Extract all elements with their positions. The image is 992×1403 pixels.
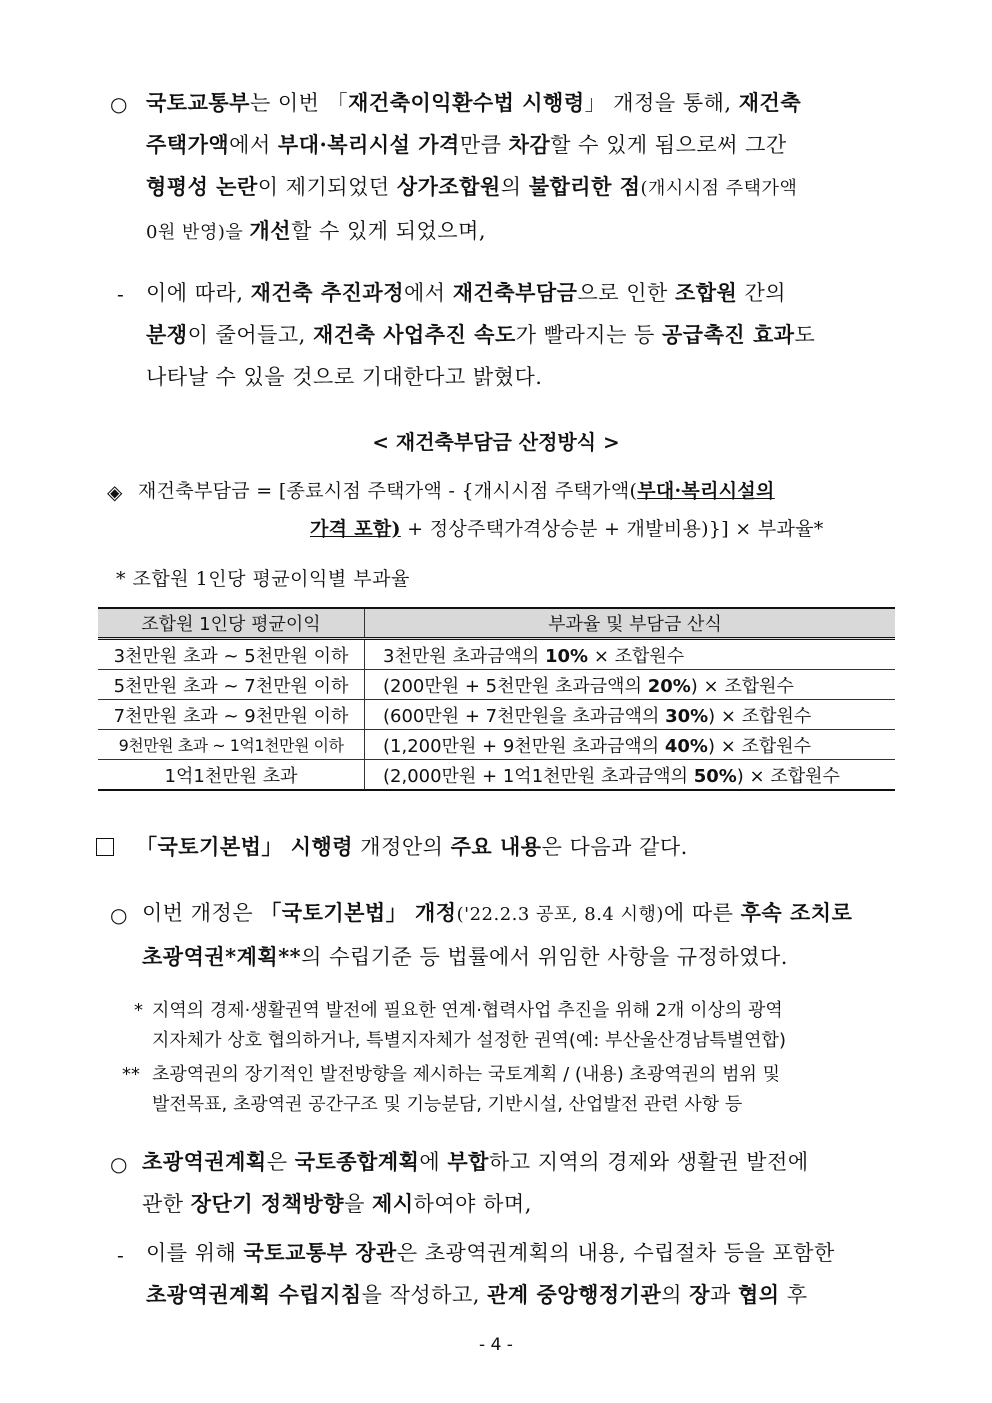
page-number: - 4 - [479, 1335, 513, 1355]
paragraph-rebuild-amendment [146, 82, 898, 254]
table-row [98, 639, 895, 670]
rate-table [98, 607, 895, 791]
diamond-bullet-icon: ◈ [107, 480, 123, 504]
dash-bullet: - [117, 1243, 124, 1267]
paragraph-amendment-purpose [142, 892, 898, 978]
table-row [98, 670, 895, 700]
line: 국토교통부는 이번 「재건축이익환수법 시행령」 개정을 통해, 재건축 [146, 90, 802, 115]
cell-range: 3천만원 초과 ~ 5천만원 이하 [98, 639, 365, 670]
footnote-mark: ** [122, 1064, 140, 1085]
line: 지자체가 상호 협의하거나, 특별지자체가 설정한 권역(예: 부산울산경남특별연합) [152, 1030, 786, 1051]
cell-range: 5천만원 초과 ~ 7천만원 이하 [98, 670, 365, 700]
formula-line-2: 가격 포함) + 정상주택가격상승분 + 개발비용)}] × 부과율* [310, 518, 824, 540]
line: 발전목표, 초광역권 공간구조 및 기능분담, 기반시설, 산업발전 관련 사항 등 [152, 1094, 743, 1115]
paragraph-plan-requirement [142, 1141, 898, 1225]
paragraph-expected-effect [146, 272, 898, 398]
cell-formula: (600만원 + 7천만원을 초과금액의 30%) × 조합원수 [365, 700, 896, 730]
line: 지역의 경제·생활권역 발전에 필요한 연계·협력사업 추진을 위해 2개 이상의 광역 [152, 1000, 783, 1021]
cell-formula: (2,000만원 + 1억1천만원 초과금액의 50%) × 조합원수 [365, 760, 896, 791]
circle-bullet-icon: ○ [110, 903, 128, 927]
cell-range: 9천만원 초과 ~ 1억1천만원 이하 [98, 730, 365, 760]
formula-line-1: 재건축부담금 = [종료시점 주택가액 - {개시시점 주택가액(부대·복리시설의 [138, 480, 775, 502]
cell-formula: (200만원 + 5천만원 초과금액의 20%) × 조합원수 [365, 670, 896, 700]
cell-formula: (1,200만원 + 9천만원 초과금액의 40%) × 조합원수 [365, 730, 896, 760]
square-bullet-icon [96, 838, 114, 856]
column-header: 부과율 및 부담금 산식 [365, 608, 896, 639]
footnote-superregion [152, 996, 898, 1056]
table-row [98, 730, 895, 760]
line: 초광역권*계획**의 수립기준 등 법률에서 위임한 사항을 규정하였다. [142, 944, 788, 969]
line: 초광역권계획 수립지침을 작성하고, 관계 중앙행정기관의 장과 협의 후 [146, 1282, 808, 1307]
line: 분쟁이 줄어들고, 재건축 사업추진 속도가 빨라지는 등 공급촉진 효과도 [146, 322, 816, 347]
line: 형평성 논란이 제기되었던 상가조합원의 불합리한 점(개시시점 주택가액 [146, 174, 798, 199]
table-header-row [98, 608, 895, 639]
dash-bullet: - [117, 282, 124, 306]
circle-bullet-icon: ○ [110, 92, 128, 116]
line: 이번 개정은 「국토기본법」 개정('22.2.3 공포, 8.4 시행)에 따른 후속 조치로 [142, 900, 853, 925]
line: 초광역권의 장기적인 발전방향을 제시하는 국토계획 / (내용) 초광역권의 범위 및 [152, 1064, 781, 1085]
formula-heading: < 재건축부담금 산정방식 > [372, 430, 620, 454]
formula-text [138, 472, 898, 548]
cell-formula: 3천만원 초과금액의 10% × 조합원수 [365, 639, 896, 670]
paragraph-minister-guideline [146, 1232, 898, 1316]
formula-footnote: * 조합원 1인당 평균이익별 부과율 [116, 568, 410, 590]
column-header: 조합원 1인당 평균이익 [98, 608, 365, 639]
line: 0원 반영)을 개선할 수 있게 되었으며, [146, 218, 487, 243]
line: 이를 위해 국토교통부 장관은 초광역권계획의 내용, 수립절차 등을 포함한 [146, 1240, 835, 1265]
footnote-mark: * [134, 1000, 143, 1021]
table-row [98, 700, 895, 730]
line: 관한 장단기 정책방향을 제시하여야 하며, [142, 1191, 532, 1216]
line: 이에 따라, 재건축 추진과정에서 재건축부담금으로 인한 조합원 간의 [146, 280, 787, 305]
footnote-superregion-plan [152, 1060, 898, 1120]
line: 초광역권계획은 국토종합계획에 부합하고 지역의 경제와 생활권 발전에 [142, 1149, 809, 1174]
circle-bullet-icon: ○ [110, 1152, 128, 1176]
cell-range: 7천만원 초과 ~ 9천만원 이하 [98, 700, 365, 730]
section-heading-land-act: 「국토기본법」 시행령 개정안의 주요 내용은 다음과 같다. [136, 834, 688, 859]
cell-range: 1억1천만원 초과 [98, 760, 365, 791]
line: 주택가액에서 부대·복리시설 가격만큼 차감할 수 있게 됨으로써 그간 [146, 132, 787, 157]
line: 나타날 수 있을 것으로 기대한다고 밝혔다. [146, 365, 543, 389]
table-row [98, 760, 895, 791]
